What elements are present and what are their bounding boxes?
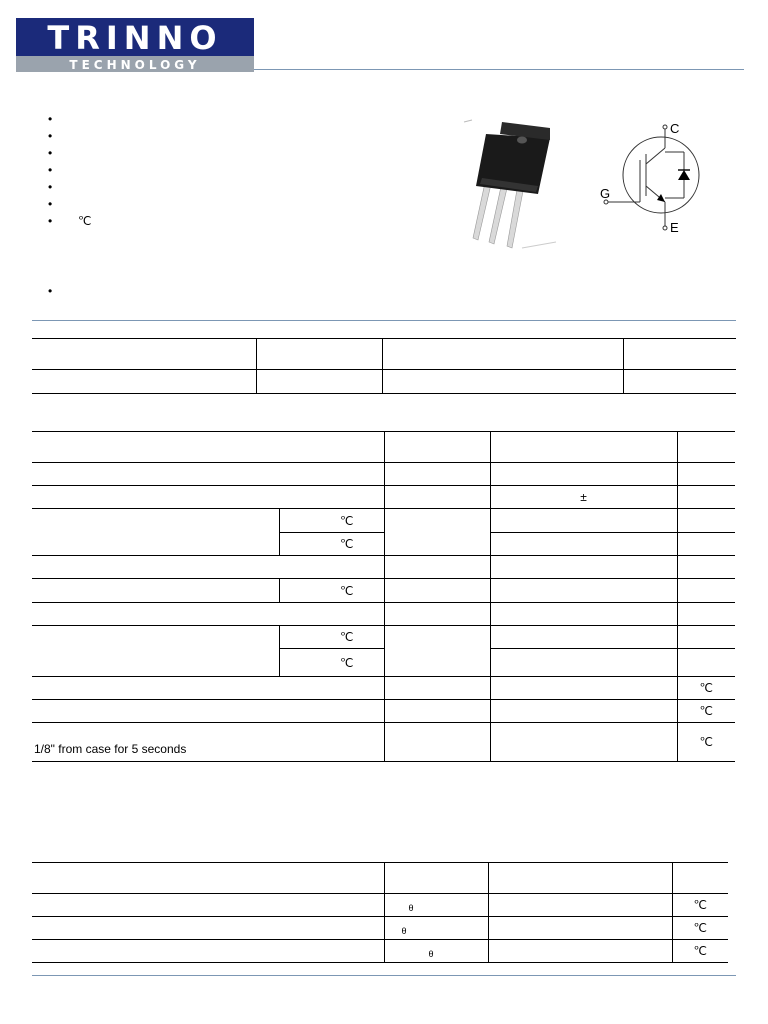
table-row: θ ℃ — [32, 940, 728, 963]
trinno-logo — [16, 18, 254, 72]
package-photo — [462, 118, 558, 252]
theta-symbol: θ — [428, 949, 434, 959]
application-bullet: • — [48, 284, 53, 298]
table-row — [32, 556, 735, 579]
feature-bullet: • — [48, 146, 53, 160]
table-row: ± — [32, 486, 735, 509]
feature-bullet: • — [48, 180, 53, 194]
theta-symbol: θ — [401, 926, 407, 936]
gate-label: G — [600, 186, 611, 201]
table-row: ℃ — [32, 533, 735, 556]
feature-bullet: • — [48, 197, 53, 211]
table-row: θ ℃ — [32, 894, 728, 917]
table-row: ℃ — [32, 509, 735, 533]
table-row: ℃ — [32, 677, 735, 700]
table-row — [32, 339, 736, 370]
feature-bullet: • — [48, 163, 53, 177]
table-row — [32, 370, 736, 394]
feature-bullet: • — [48, 112, 53, 126]
theta-symbol: θ — [408, 903, 414, 913]
feature-bullet: • — [48, 129, 53, 143]
table-row: ℃ — [32, 649, 735, 677]
footer-rule — [32, 975, 736, 976]
collector-label: C — [670, 121, 680, 136]
table-row: ℃ — [32, 700, 735, 723]
thermal-table — [32, 862, 728, 963]
max-ratings-table — [32, 431, 735, 762]
ordering-table — [32, 338, 736, 394]
header-rule — [254, 69, 744, 70]
table-header-row — [32, 432, 735, 463]
table-row — [32, 603, 735, 626]
table-header-row — [32, 863, 728, 894]
emitter-label: E — [670, 220, 679, 235]
logo-tagline-text: TECHNOLOGY — [69, 58, 201, 72]
table-row: ℃ — [32, 579, 735, 603]
igbt-symbol — [600, 120, 712, 236]
feature-bullet: • ℃ — [48, 214, 92, 228]
section-rule — [32, 320, 736, 321]
table-row — [32, 463, 735, 486]
lead-temp-note: 1/8" from case for 5 seconds — [34, 742, 187, 756]
table-row: ℃ — [32, 626, 735, 649]
logo-brand-text: TRINNO — [47, 19, 223, 57]
table-row: 1/8" from case for 5 seconds ℃ — [32, 723, 735, 762]
table-row: θ ℃ — [32, 917, 728, 940]
